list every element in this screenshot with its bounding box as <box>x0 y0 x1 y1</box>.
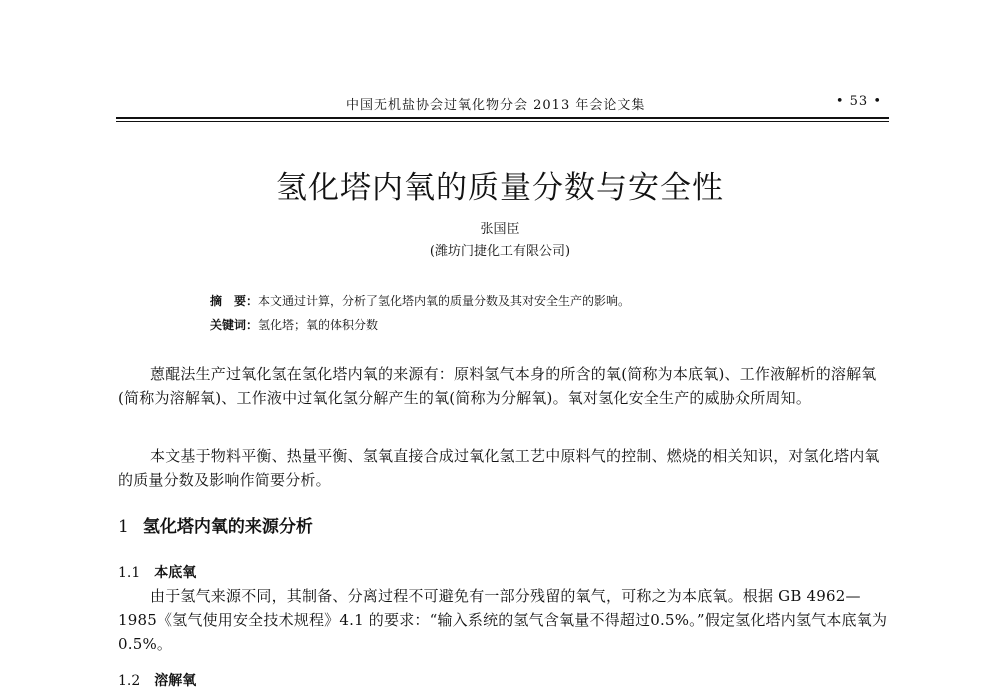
header-rule-thick <box>116 117 889 119</box>
subsection-number: 1.1 <box>118 565 141 581</box>
page-number: • 53 • <box>835 94 882 109</box>
abstract-text: 本文通过计算，分析了氢化塔内氧的质量分数及其对安全生产的影响。 <box>258 294 631 308</box>
author-affiliation: (潍坊门捷化工有限公司) <box>429 244 571 259</box>
paper-title: 氢化塔内氧的质量分数与安全性 <box>276 170 724 206</box>
abstract <box>210 292 830 309</box>
keywords-label: 关键词： <box>210 318 259 332</box>
section-heading-1 <box>118 512 313 537</box>
header-rule-thin <box>116 121 889 122</box>
section-title: 氢化塔内氧的来源分析 <box>142 517 313 537</box>
subsection-title: 本底氧 <box>154 565 197 581</box>
body-paragraph-2: 本文基于物料平衡、热量平衡、氢氧直接合成过氧化氢工艺中原料气的控制、燃烧的相关知识，对氢化塔内氧的质量分数及影响作简要分析。 <box>118 447 880 489</box>
subsection-heading-1-1 <box>118 562 196 582</box>
subsection-number: 1.2 <box>118 673 141 689</box>
author-name: 张国臣 <box>480 222 520 237</box>
body-paragraph-1: 蒽醌法生产过氧化氢在氢化塔内氧的来源有：原料氢气本身的所含的氧(简称为本底氧)、工作液解析的溶解氧(简称为溶解氧)、工作液中过氧化氢分解产生的氧(简称为分解氧)。氧对氢化安全生产的威胁众所周知。 <box>118 365 877 407</box>
subsection-heading-1-2 <box>118 670 196 690</box>
subsection-title: 溶解氧 <box>154 673 197 689</box>
keywords-text: 氢化塔；氧的体积分数 <box>258 318 379 332</box>
abstract-label: 摘 要： <box>210 294 259 308</box>
section-number: 1 <box>118 517 129 537</box>
journal-name: 中国无机盐协会过氧化物分会 2013 年会论文集 <box>346 98 646 113</box>
keywords <box>210 316 830 333</box>
body-paragraph-3: 由于氢气来源不同，其制备、分离过程不可避免有一部分残留的氧气，可称之为本底氧。根据 GB 4962—1985《氢气使用安全技术规程》4.1 的要求：“输入系统的氢气含氧量不得超过0.5%。”假定氢化塔内氢气本底氧为 0.5%。 <box>118 587 888 653</box>
running-header <box>118 94 888 114</box>
